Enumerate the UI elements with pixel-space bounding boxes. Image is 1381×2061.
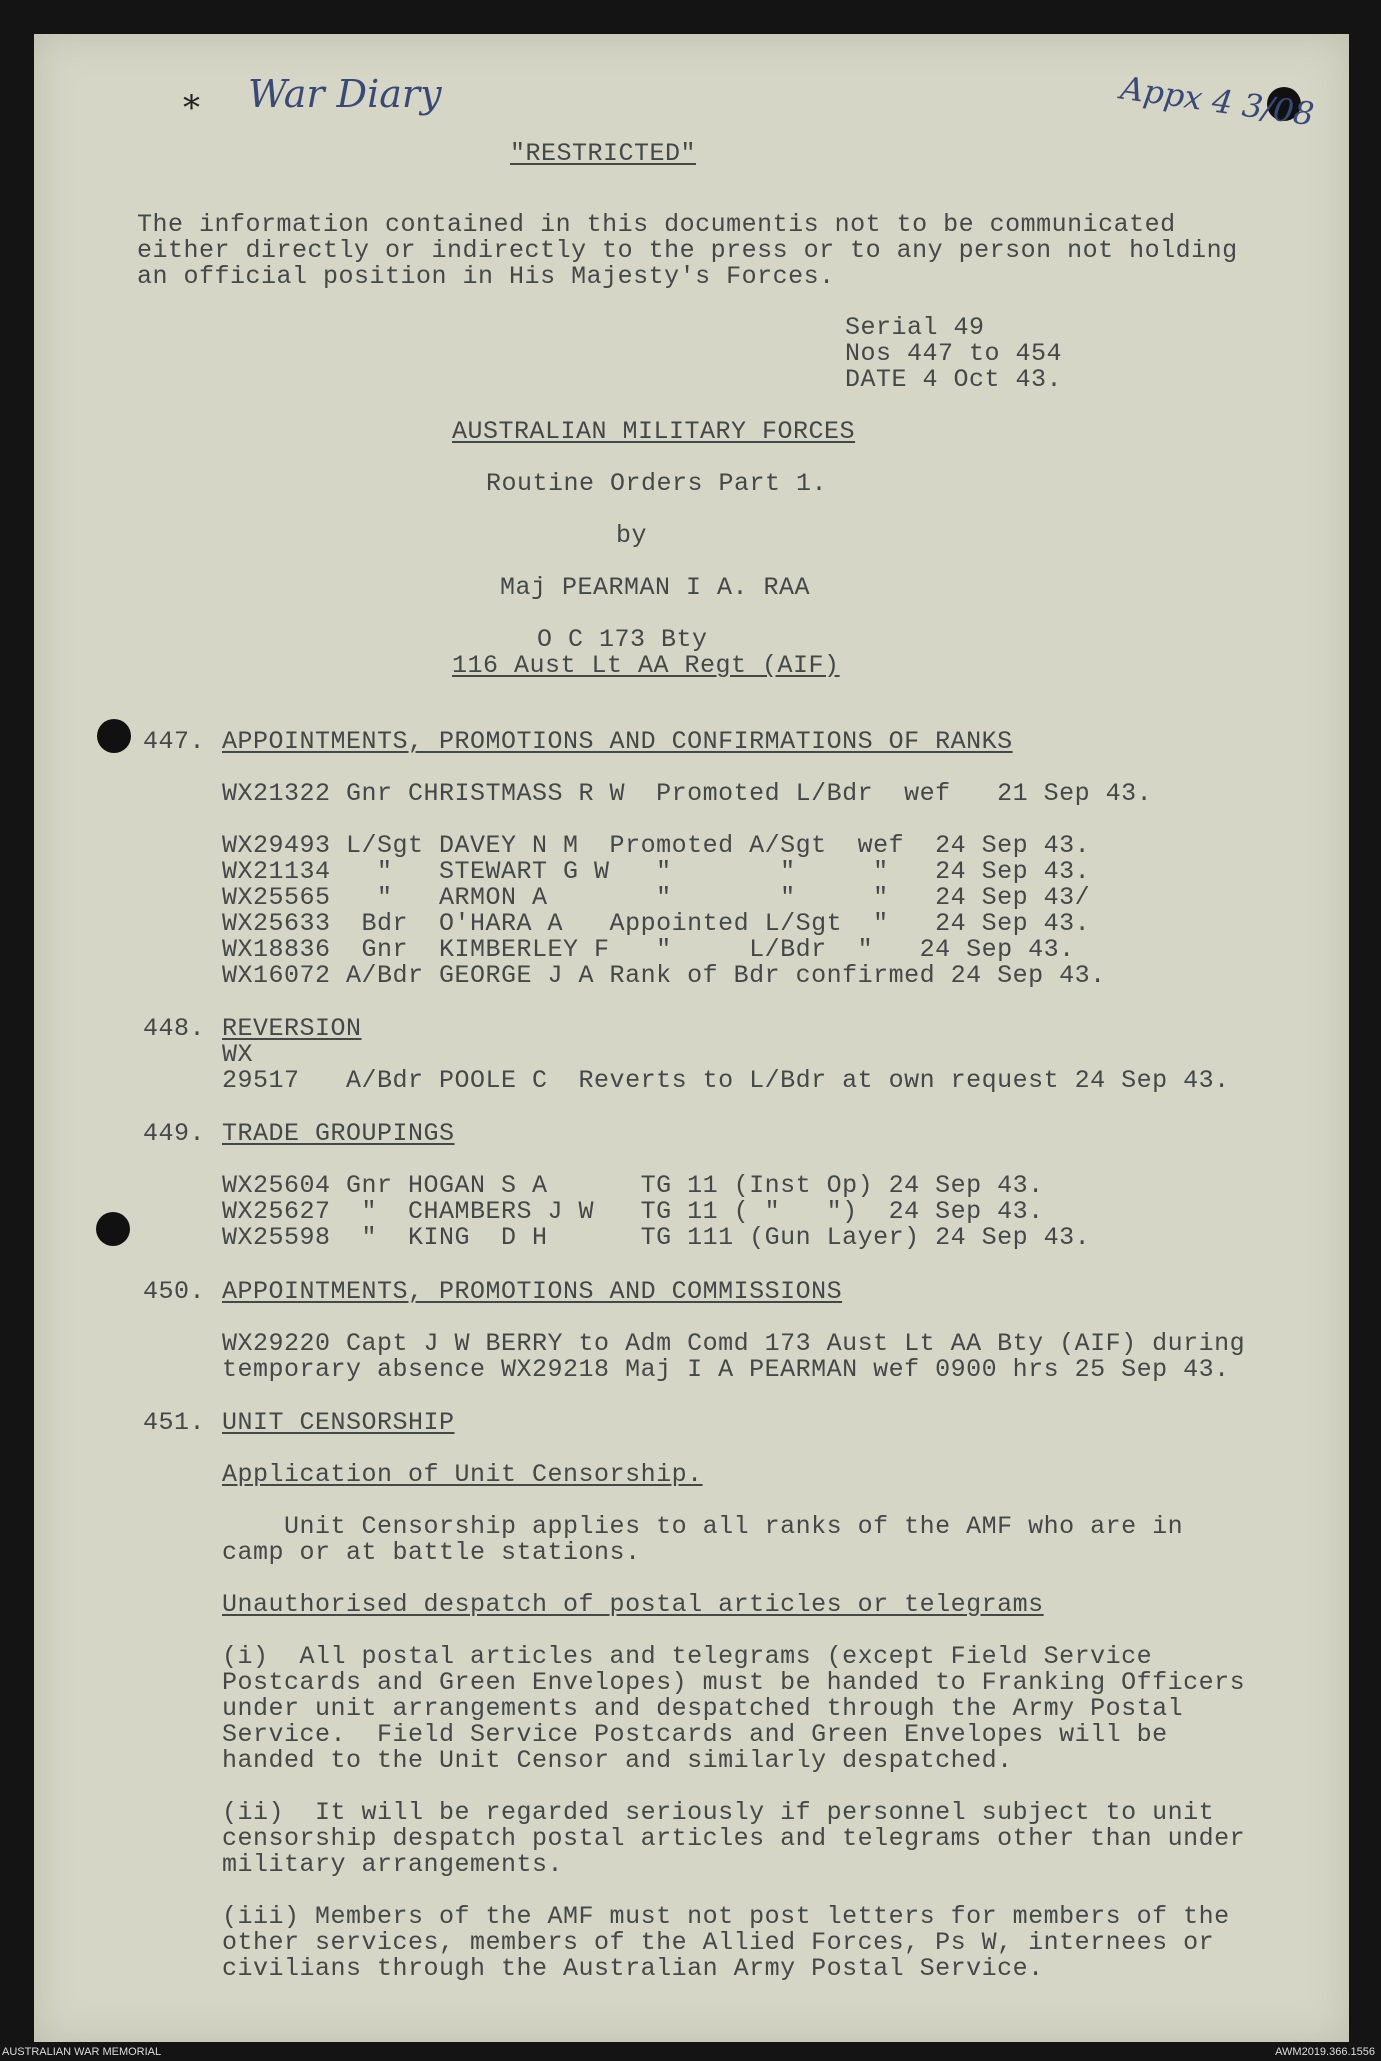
paragraph-line: (iii) Members of the AMF must not post letters for members of the bbox=[222, 1902, 1230, 1931]
paragraph-line: (i) All postal articles and telegrams (except Field Service bbox=[222, 1642, 1153, 1671]
order-line: WX25565 " ARMON A " " " 24 Sep 43/ bbox=[222, 883, 1091, 912]
paragraph-line: Service. Field Service Postcards and Green Envelopes will be bbox=[222, 1720, 1168, 1749]
notice-line: The information contained in this documentis not to be communicated bbox=[137, 210, 1176, 239]
order-date: DATE 4 Oct 43. bbox=[845, 365, 1063, 394]
order-line: WX29493 L/Sgt DAVEY N M Promoted A/Sgt wef 24 Sep 43. bbox=[222, 831, 1091, 860]
handwritten-star: * bbox=[183, 88, 200, 128]
order-line: WX21134 " STEWART G W " " " 24 Sep 43. bbox=[222, 857, 1091, 886]
order-line: 29517 A/Bdr POOLE C Reverts to L/Bdr at own request 24 Sep 43. bbox=[222, 1066, 1230, 1095]
by-label: by bbox=[616, 521, 648, 550]
section-number: 447. bbox=[143, 727, 206, 756]
regiment-title: 116 Aust Lt AA Regt (AIF) bbox=[452, 651, 840, 680]
section-number: 450. bbox=[143, 1277, 206, 1306]
sub-heading: Unauthorised despatch of postal articles or telegrams bbox=[222, 1590, 1044, 1619]
section-heading: UNIT CENSORSHIP bbox=[222, 1408, 455, 1437]
order-line: WX21322 Gnr CHRISTMASS R W Promoted L/Bdr wef 21 Sep 43. bbox=[222, 779, 1153, 808]
force-title: AUSTRALIAN MILITARY FORCES bbox=[452, 417, 856, 446]
section-heading: TRADE GROUPINGS bbox=[222, 1119, 455, 1148]
restricted-marking: "RESTRICTED" bbox=[510, 139, 697, 168]
paragraph-line: handed to the Unit Censor and similarly despatched. bbox=[222, 1746, 1013, 1775]
paragraph-line: Unit Censorship applies to all ranks of the AMF who are in bbox=[222, 1512, 1184, 1541]
order-line: WX29220 Capt J W BERRY to Adm Comd 173 Aust Lt AA Bty (AIF) during bbox=[222, 1329, 1246, 1358]
footer-reference: AWM2019.366.1556 bbox=[1275, 2046, 1375, 2058]
notice-line: either directly or indirectly to the press or to any person not holding bbox=[137, 236, 1238, 265]
command-title: O C 173 Bty bbox=[537, 625, 708, 654]
section-heading: APPOINTMENTS, PROMOTIONS AND CONFIRMATIONS OF RANKS bbox=[222, 727, 1013, 756]
handwritten-war-diary: War Diary bbox=[248, 72, 442, 116]
order-line: WX bbox=[222, 1040, 254, 1069]
section-number: 448. bbox=[143, 1014, 206, 1043]
paragraph-line: under unit arrangements and despatched through the Army Postal bbox=[222, 1694, 1184, 1723]
punch-hole bbox=[96, 1212, 130, 1246]
paragraph-line: camp or at battle stations. bbox=[222, 1538, 641, 1567]
order-line: WX25633 Bdr O'HARA A Appointed L/Sgt " 24 Sep 43. bbox=[222, 909, 1091, 938]
handwritten-appendix-ref: Appx 4 3/08 bbox=[1118, 68, 1317, 134]
section-heading: REVERSION bbox=[222, 1014, 362, 1043]
order-line: WX25627 " CHAMBERS J W TG 11 ( " ") 24 Sep 43. bbox=[222, 1197, 1044, 1226]
paragraph-line: censorship despatch postal articles and telegrams other than under bbox=[222, 1824, 1246, 1853]
punch-hole bbox=[97, 719, 131, 753]
paragraph-line: military arrangements. bbox=[222, 1850, 564, 1879]
order-numbers: Nos 447 to 454 bbox=[845, 339, 1063, 368]
notice-line: an official position in His Majesty's Forces. bbox=[137, 262, 835, 291]
footer-credit: AUSTRALIAN WAR MEMORIAL bbox=[2, 2046, 162, 2058]
orders-title: Routine Orders Part 1. bbox=[486, 469, 828, 498]
paragraph-line: Postcards and Green Envelopes) must be handed to Franking Officers bbox=[222, 1668, 1246, 1697]
order-line: WX16072 A/Bdr GEORGE J A Rank of Bdr confirmed 24 Sep 43. bbox=[222, 961, 1106, 990]
section-heading: APPOINTMENTS, PROMOTIONS AND COMMISSIONS bbox=[222, 1277, 843, 1306]
paragraph-line: other services, members of the Allied Forces, Ps W, internees or bbox=[222, 1928, 1215, 1957]
order-line: WX18836 Gnr KIMBERLEY F " L/Bdr " 24 Sep 43. bbox=[222, 935, 1075, 964]
paragraph-line: civilians through the Australian Army Postal Service. bbox=[222, 1954, 1044, 1983]
section-number: 451. bbox=[143, 1408, 206, 1437]
sub-heading: Application of Unit Censorship. bbox=[222, 1460, 703, 1489]
serial-number: Serial 49 bbox=[845, 313, 985, 342]
paragraph-line: (ii) It will be regarded seriously if personnel subject to unit bbox=[222, 1798, 1215, 1827]
issuing-officer: Maj PEARMAN I A. RAA bbox=[500, 573, 811, 602]
order-line: WX25598 " KING D H TG 111 (Gun Layer) 24 Sep 43. bbox=[222, 1223, 1091, 1252]
order-line: temporary absence WX29218 Maj I A PEARMAN wef 0900 hrs 25 Sep 43. bbox=[222, 1355, 1230, 1384]
order-line: WX25604 Gnr HOGAN S A TG 11 (Inst Op) 24 Sep 43. bbox=[222, 1171, 1044, 1200]
section-number: 449. bbox=[143, 1119, 206, 1148]
